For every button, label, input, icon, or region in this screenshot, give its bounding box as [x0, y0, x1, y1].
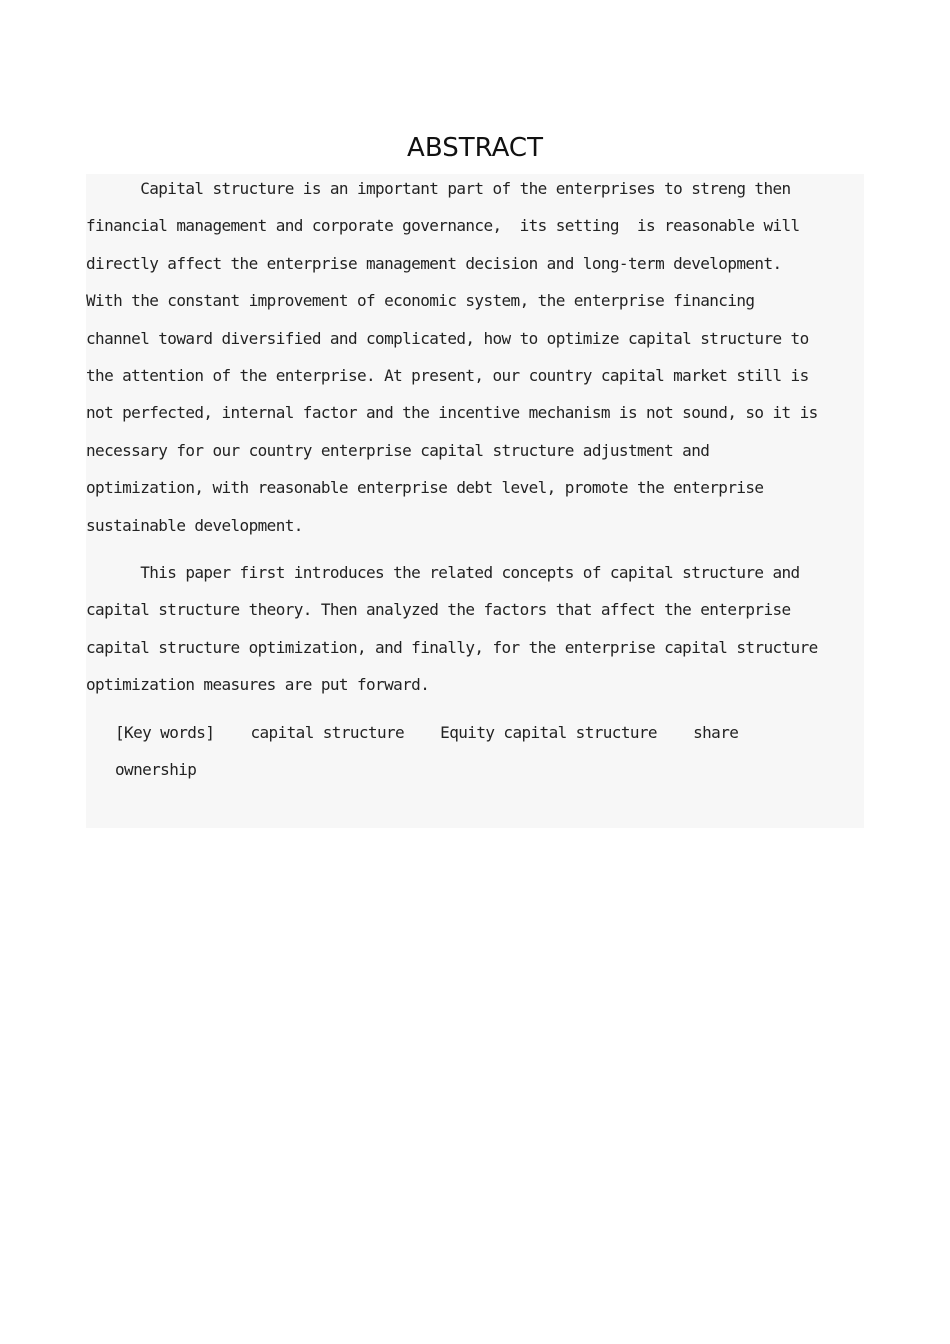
text-line: capital structure optimization, and finally, for the enterprise capital structure	[86, 637, 818, 657]
abstract-paragraph-1	[86, 170, 876, 544]
text-line: optimization measures are put forward.	[86, 675, 430, 695]
abstract-title: ABSTRACT	[407, 133, 543, 163]
text-line: necessary for our country enterprise capital structure adjustment and	[86, 440, 710, 460]
text-line: directly affect the enterprise management decision and long-term development.	[86, 253, 782, 273]
text-line: optimization, with reasonable enterprise debt level, promote the enterprise	[86, 478, 764, 498]
keywords-line: ownership	[115, 760, 197, 780]
text-line: sustainable development.	[86, 515, 303, 535]
text-line: the attention of the enterprise. At present, our country capital market still is	[86, 366, 809, 386]
text-line: With the constant improvement of economic system, the enterprise financing	[86, 291, 755, 311]
text-line: not perfected, internal factor and the incentive mechanism is not sound, so it is	[86, 403, 818, 423]
text-line: Capital structure is an important part of the enterprises to streng then	[86, 179, 791, 198]
keywords	[115, 714, 875, 789]
text-line: channel toward diversified and complicated, how to optimize capital structure to	[86, 328, 809, 348]
text-line: This paper first introduces the related concepts of capital structure and	[86, 563, 800, 582]
keywords-line: [Key words] capital structure Equity capital structure share	[115, 723, 739, 742]
text-line: capital structure theory. Then analyzed the factors that affect the enterprise	[86, 600, 791, 620]
abstract-paragraph-2	[86, 554, 876, 704]
text-line: financial management and corporate governance, its setting is reasonable will	[86, 216, 800, 236]
